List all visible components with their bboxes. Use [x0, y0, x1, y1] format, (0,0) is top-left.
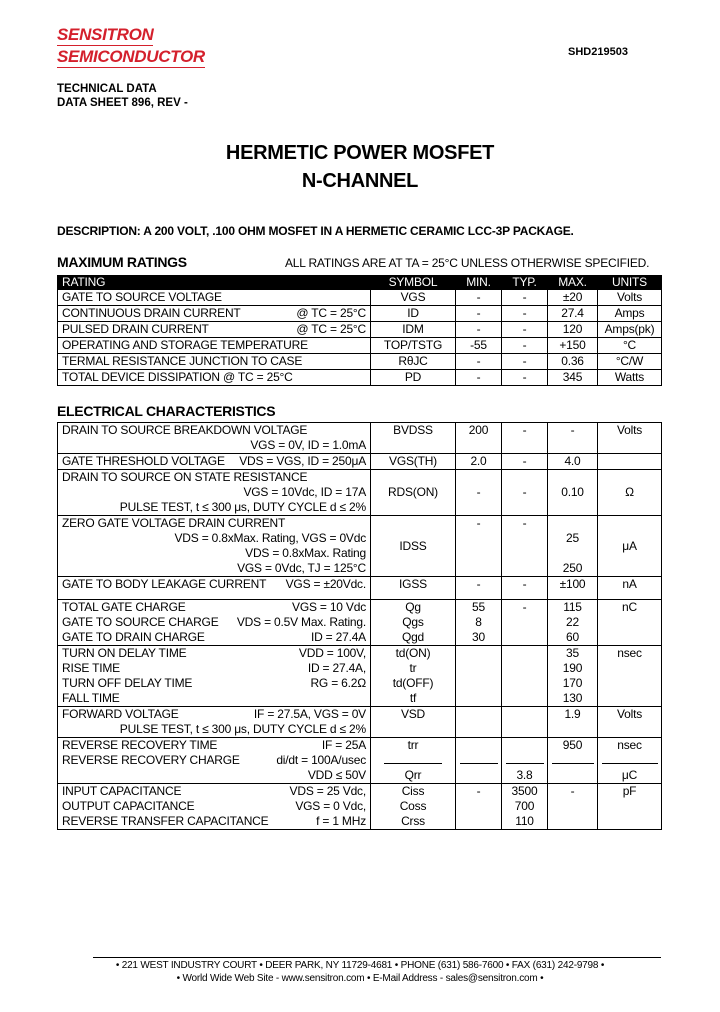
table-row — [58, 306, 662, 322]
page-title: HERMETIC POWER MOSFET — [225, 142, 495, 164]
symbol: trr Qrr — [371, 738, 456, 784]
rating-name: TOTAL DEVICE DISSIPATION @ TC = 25°C — [58, 370, 371, 386]
typ: - — [502, 577, 548, 600]
max: 115 22 60 — [548, 600, 598, 646]
units: μA — [598, 516, 662, 577]
typ: - — [502, 470, 548, 516]
min: 200 — [456, 423, 502, 454]
max: - — [548, 784, 598, 830]
typ: - — [502, 290, 548, 306]
max-ratings-table — [57, 275, 662, 386]
symbol: BVDSS — [371, 423, 456, 454]
units: °C — [598, 338, 662, 354]
typ: - — [502, 338, 548, 354]
units: nC — [598, 600, 662, 646]
typ: - — [502, 454, 548, 470]
typ: - — [502, 370, 548, 386]
table-row — [58, 646, 662, 707]
logo-line1: SENSITRON — [57, 25, 154, 44]
min: -55 — [456, 338, 502, 354]
units: pF — [598, 784, 662, 830]
data-sheet-label: DATA SHEET 896, REV - — [57, 97, 188, 109]
symbol: Qg Qgs Qgd — [371, 600, 456, 646]
max: 27.4 — [548, 306, 598, 322]
units: Volts — [598, 423, 662, 454]
footer-address: • 221 WEST INDUSTRY COURT • DEER PARK, NY 11729-4681 • PHONE (631) 586-7600 • FAX (631) 242-9798 • — [115, 960, 605, 971]
units: Volts — [598, 707, 662, 738]
table-row — [58, 322, 662, 338]
param-cell: GATE THRESHOLD VOLTAGE VDS = VGS, ID = 250μA — [58, 454, 371, 470]
max: 345 — [548, 370, 598, 386]
max: 0.36 — [548, 354, 598, 370]
param-cell: REVERSE RECOVERY TIME IF = 25A REVERSE RECOVERY CHARGE di/dt = 100A/usec VDD ≤ 50V — [58, 738, 371, 784]
typ: 3500 700 110 — [502, 784, 548, 830]
min: - — [456, 354, 502, 370]
electrical-heading: ELECTRICAL CHARACTERISTICS — [57, 403, 276, 419]
min: 2.0 — [456, 454, 502, 470]
typ: - — [502, 322, 548, 338]
units: Amps(pk) — [598, 322, 662, 338]
rating-name: PULSED DRAIN CURRENT @ TC = 25°C — [58, 322, 371, 338]
table-row — [58, 354, 662, 370]
typ: - — [502, 354, 548, 370]
min: - — [456, 322, 502, 338]
min: - — [456, 784, 502, 830]
col-rating: RATING — [58, 276, 371, 290]
symbol: Ciss Coss Crss — [371, 784, 456, 830]
table-row — [58, 784, 662, 830]
col-units: UNITS — [598, 276, 662, 290]
rating-name: CONTINUOUS DRAIN CURRENT @ TC = 25°C — [58, 306, 371, 322]
units — [598, 454, 662, 470]
param-cell: ZERO GATE VOLTAGE DRAIN CURRENT VDS = 0.8xMax. Rating, VGS = 0Vdc VDS = 0.8xMax. Rating VGS = 0Vdc, TJ = 125°C — [58, 516, 371, 577]
min — [456, 707, 502, 738]
min — [456, 646, 502, 707]
min: - — [456, 370, 502, 386]
min: - — [456, 516, 502, 577]
symbol: PD — [371, 370, 456, 386]
symbol: VGS — [371, 290, 456, 306]
max: 0.10 — [548, 470, 598, 516]
typ: - — [502, 600, 548, 646]
max: - — [548, 423, 598, 454]
typ — [502, 707, 548, 738]
table-row — [58, 707, 662, 738]
typ: - — [502, 306, 548, 322]
symbol: IGSS — [371, 577, 456, 600]
typ: - — [502, 423, 548, 454]
symbol: td(ON) tr td(OFF) tf — [371, 646, 456, 707]
ratings-note: ALL RATINGS ARE AT TA = 25°C UNLESS OTHERWISE SPECIFIED. — [285, 256, 650, 270]
max: 25 250 — [548, 516, 598, 577]
col-typ: TYP. — [502, 276, 548, 290]
units: Amps — [598, 306, 662, 322]
company-logo — [57, 24, 205, 68]
tech-data-block — [57, 82, 188, 110]
units: Watts — [598, 370, 662, 386]
max: ±100 — [548, 577, 598, 600]
col-symbol: SYMBOL — [371, 276, 456, 290]
min: 55 8 30 — [456, 600, 502, 646]
units: nA — [598, 577, 662, 600]
max: 4.0 — [548, 454, 598, 470]
table-row — [58, 516, 662, 577]
units: Ω — [598, 470, 662, 516]
rating-name: OPERATING AND STORAGE TEMPERATURE — [58, 338, 371, 354]
param-cell: TURN ON DELAY TIME VDD = 100V, RISE TIME ID = 27.4A, TURN OFF DELAY TIME RG = 6.2Ω FALL TIME — [58, 646, 371, 707]
symbol: VSD — [371, 707, 456, 738]
units: °C/W — [598, 354, 662, 370]
param-cell: INPUT CAPACITANCE VDS = 25 Vdc, OUTPUT CAPACITANCE VGS = 0 Vdc, REVERSE TRANSFER CAPACITANCE f = 1 MHz — [58, 784, 371, 830]
part-number: SHD219503 — [568, 46, 628, 58]
symbol: IDM — [371, 322, 456, 338]
electrical-table — [57, 422, 662, 830]
col-min: MIN. — [456, 276, 502, 290]
max: ±20 — [548, 290, 598, 306]
table-row — [58, 290, 662, 306]
table-row — [58, 738, 662, 784]
min: - — [456, 306, 502, 322]
param-cell: DRAIN TO SOURCE ON STATE RESISTANCE VGS = 10Vdc, ID = 17A PULSE TEST, t ≤ 300 μs, DUTY CYCLE d ≤ 2% — [58, 470, 371, 516]
symbol: RθJC — [371, 354, 456, 370]
symbol: IDSS — [371, 516, 456, 577]
table-row — [58, 600, 662, 646]
table-row — [58, 470, 662, 516]
rating-name: GATE TO SOURCE VOLTAGE — [58, 290, 371, 306]
table-row — [58, 338, 662, 354]
symbol: VGS(TH) — [371, 454, 456, 470]
typ — [502, 646, 548, 707]
param-cell: DRAIN TO SOURCE BREAKDOWN VOLTAGE VGS = 0V, ID = 1.0mA — [58, 423, 371, 454]
col-max: MAX. — [548, 276, 598, 290]
typ: - — [502, 516, 548, 577]
param-cell: GATE TO BODY LEAKAGE CURRENT VGS = ±20Vdc. — [58, 577, 371, 600]
symbol: TOP/TSTG — [371, 338, 456, 354]
table-row — [58, 370, 662, 386]
footer-web: • World Wide Web Site - www.sensitron.com • E-Mail Address - sales@sensitron.com • — [176, 973, 544, 984]
typ: 3.8 — [502, 738, 548, 784]
max: 950 — [548, 738, 598, 784]
description: DESCRIPTION: A 200 VOLT, .100 OHM MOSFET IN A HERMETIC CERAMIC LCC-3P PACKAGE. — [57, 224, 574, 238]
footer-divider — [93, 957, 661, 958]
table-row — [58, 577, 662, 600]
min — [456, 738, 502, 784]
min: - — [456, 470, 502, 516]
tech-data-label: TECHNICAL DATA — [57, 83, 157, 95]
min: - — [456, 290, 502, 306]
symbol: ID — [371, 306, 456, 322]
max: +150 — [548, 338, 598, 354]
logo-line2: SEMICONDUCTOR — [57, 47, 205, 66]
symbol: RDS(ON) — [371, 470, 456, 516]
max: 35 190 170 130 — [548, 646, 598, 707]
rating-name: TERMAL RESISTANCE JUNCTION TO CASE — [58, 354, 371, 370]
min: - — [456, 577, 502, 600]
table-header-row — [58, 276, 662, 290]
units: Volts — [598, 290, 662, 306]
page-subtitle: N-CHANNEL — [301, 170, 419, 192]
max: 1.9 — [548, 707, 598, 738]
max-ratings-heading: MAXIMUM RATINGS — [57, 254, 187, 270]
table-row — [58, 454, 662, 470]
param-cell: FORWARD VOLTAGE IF = 27.5A, VGS = 0V PULSE TEST, t ≤ 300 μs, DUTY CYCLE d ≤ 2% — [58, 707, 371, 738]
units: nsec — [598, 646, 662, 707]
table-row — [58, 423, 662, 454]
units: nsec μC — [598, 738, 662, 784]
param-cell: TOTAL GATE CHARGE VGS = 10 Vdc GATE TO SOURCE CHARGE VDS = 0.5V Max. Rating. GATE TO DRAIN CHARGE ID = 27.4A — [58, 600, 371, 646]
max: 120 — [548, 322, 598, 338]
